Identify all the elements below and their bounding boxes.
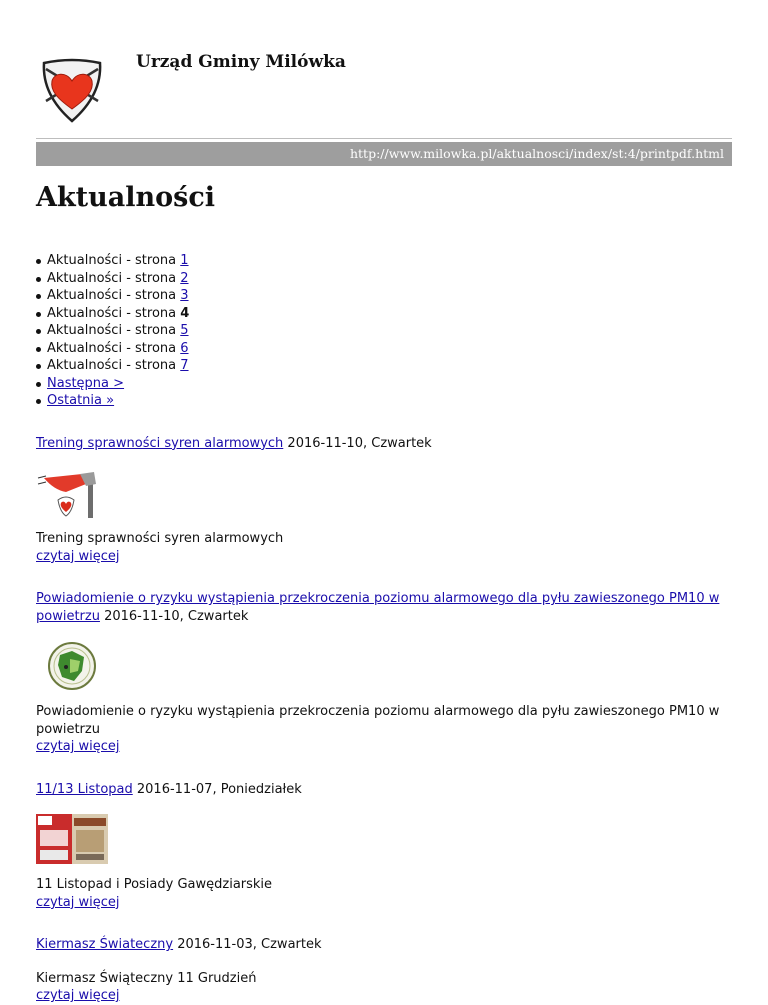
news-item bbox=[36, 590, 732, 756]
read-more-link[interactable]: czytaj więcej bbox=[36, 988, 120, 1004]
district-seal-icon[interactable] bbox=[36, 641, 108, 691]
poster-icon[interactable] bbox=[36, 814, 108, 864]
page-link-6[interactable]: 6 bbox=[180, 340, 189, 356]
pagination-item bbox=[36, 287, 732, 305]
heart-crest-icon bbox=[36, 55, 108, 127]
pagination-prefix: Aktualności - strona bbox=[47, 340, 177, 356]
page-link-2[interactable]: 2 bbox=[180, 270, 189, 286]
pagination-item bbox=[36, 322, 732, 340]
read-more-link[interactable]: czytaj więcej bbox=[36, 739, 120, 755]
pagination-prefix: Aktualności - strona bbox=[47, 288, 177, 304]
pagination-item bbox=[36, 357, 732, 375]
news-description: Kiermasz Świąteczny 11 Grudzień bbox=[36, 970, 257, 986]
news-description: 11 Listopad i Posiady Gawędziarskie bbox=[36, 877, 273, 893]
page bbox=[36, 0, 732, 1005]
news-date: 2016-11-10, Czwartek bbox=[287, 435, 432, 451]
news-item bbox=[36, 781, 732, 912]
pagination-item bbox=[36, 252, 732, 270]
pagination-item bbox=[36, 392, 732, 410]
news-title-link[interactable]: Trening sprawności syren alarmowych bbox=[36, 435, 284, 451]
news-item bbox=[36, 936, 732, 1005]
pagination-item bbox=[36, 305, 732, 323]
pagination-prefix: Aktualności - strona bbox=[47, 358, 177, 374]
news-date: 2016-11-07, Poniedziałek bbox=[136, 781, 302, 797]
site-header bbox=[36, 0, 732, 140]
pagination-prefix: Aktualności - strona bbox=[47, 270, 177, 286]
pagination-item bbox=[36, 375, 732, 393]
page-link-3[interactable]: 3 bbox=[180, 288, 189, 304]
page-link-1[interactable]: 1 bbox=[180, 253, 189, 269]
pagination-prefix: Aktualności - strona bbox=[47, 323, 177, 339]
news-title-link[interactable]: Kiermasz Świateczny bbox=[36, 937, 174, 953]
siren-icon[interactable] bbox=[36, 468, 108, 518]
news-description: Powiadomienie o ryzyku wystąpienia przekroczenia poziomu alarmowego dla pyłu zawieszonego PM10 w powietrzu bbox=[36, 704, 720, 737]
read-more-link[interactable]: czytaj więcej bbox=[36, 548, 120, 564]
pagination-item bbox=[36, 270, 732, 288]
pagination-list bbox=[36, 252, 732, 410]
site-title: Urząd Gminy Milówka bbox=[136, 52, 346, 72]
news-title-link[interactable]: 11/13 Listopad bbox=[36, 781, 133, 797]
news-list bbox=[36, 435, 732, 1005]
page-title: Aktualności bbox=[36, 182, 216, 213]
page-url-bar: http://www.milowka.pl/aktualnosci/index/st:4/printpdf.html bbox=[36, 142, 732, 166]
news-title-link[interactable]: Powiadomienie o ryzyku wystąpienia przekroczenia poziomu alarmowego dla pyłu zawieszonego PM10 w powietrzu bbox=[36, 591, 720, 624]
header-divider bbox=[36, 138, 732, 139]
page-link-7[interactable]: 7 bbox=[180, 358, 189, 374]
read-more-link[interactable]: czytaj więcej bbox=[36, 894, 120, 910]
pagination-item bbox=[36, 340, 732, 358]
page-current: 4 bbox=[180, 305, 190, 321]
news-item bbox=[36, 435, 732, 566]
next-page-link[interactable]: Następna > bbox=[47, 375, 125, 391]
last-page-link[interactable]: Ostatnia » bbox=[47, 393, 115, 409]
page-link-5[interactable]: 5 bbox=[180, 323, 189, 339]
news-date: 2016-11-10, Czwartek bbox=[104, 608, 249, 624]
news-date: 2016-11-03, Czwartek bbox=[177, 937, 322, 953]
pagination-prefix: Aktualności - strona bbox=[47, 305, 177, 321]
news-description: Trening sprawności syren alarmowych bbox=[36, 531, 284, 547]
pagination-prefix: Aktualności - strona bbox=[47, 253, 177, 269]
